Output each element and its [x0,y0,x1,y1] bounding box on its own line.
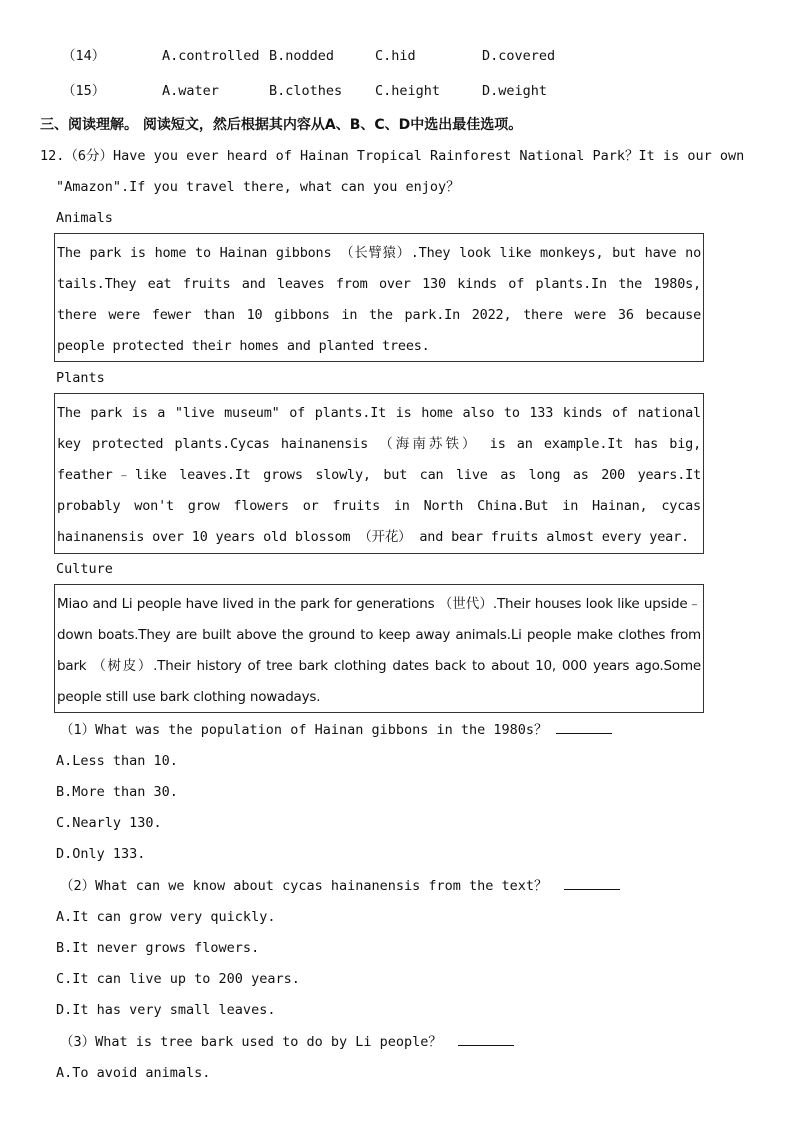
answer-blank-1[interactable] [556,719,612,734]
answer-blank-2[interactable] [564,875,620,890]
sub-question-2-stem: （2）What can we know about cycas hainanensis from the text？ [60,878,548,894]
sub-question-1-option-d: D.Only 133. [56,846,146,862]
section-label-plants: Plants [56,370,105,386]
sub-question-3 [60,1031,514,1052]
passage-text-plants: The park is a "live museum" of plants.It is home also to 133 kinds of national key protected plants.Cycas hainanensis （海南苏铁） is an example.It has big, feather﹣like leaves.It grows slowly, but can live as long as 200 years.It probably won't grow flowers or fruits in North China.But in Hainan, cycas hainanensis over 10 years old blossom （开花） and bear fruits almost every year. [57,405,701,545]
question-intro-line1: 12.（6分）Have you ever heard of Hainan Tropical Rainforest National Park？It is our own [40,148,745,164]
sub-question-2-option-d: D.It has very small leaves. [56,1002,276,1018]
answer-blank-3[interactable] [458,1031,514,1046]
section-heading: 三、阅读理解。 阅读短文，然后根据其内容从A、B、C、D中选出最佳选项。 [40,117,523,133]
sub-question-1-option-b: B.More than 30. [56,784,178,800]
passage-text-culture: Miao and Li people have lived in the park for generations （世代）.Their houses look like upside﹣down boats.They are built above the ground to keep away animals.Li people make clothes from bark （树皮）.Their history of tree bark clothing dates back to about 10, 000 years ago.Some people still use bark clothing nowadays. [57,596,701,705]
option-b: B.clothes [269,83,343,99]
sub-question-1-option-c: C.Nearly 130. [56,815,162,831]
sub-question-2-option-b: B.It never grows flowers. [56,940,260,956]
question-number: （15） [62,83,106,99]
option-c: C.height [375,83,441,99]
option-a: A.controlled [162,48,260,64]
passage-text-animals: The park is home to Hainan gibbons （长臂猿）.They look like monkeys, but have no tails.They eat fruits and leaves from over 130 kinds of plants.In the 1980s, there were fewer than 10 gibbons in the park.In 2022, there were 36 because people protected their homes and planted trees. [57,245,701,354]
sub-question-2 [60,875,620,896]
sub-question-2-option-c: C.It can live up to 200 years. [56,971,300,987]
sub-question-3-stem: （3）What is tree bark used to do by Li people？ [60,1034,442,1050]
option-d: D.covered [482,48,556,64]
question-intro-line2: "Amazon".If you travel there, what can you enjoy？ [56,179,460,195]
option-a: A.water [162,83,219,99]
sub-question-1-stem: （1）What was the population of Hainan gibbons in the 1980s？ [60,722,548,738]
sub-question-1 [60,719,612,740]
sub-question-2-option-a: A.It can grow very quickly. [56,909,276,925]
option-d: D.weight [482,83,548,99]
option-b: B.nodded [269,48,335,64]
option-c: C.hid [375,48,416,64]
question-number: （14） [62,48,106,64]
passage-box-plants [54,393,704,554]
passage-box-culture [54,584,704,713]
section-label-animals: Animals [56,210,113,226]
sub-question-1-option-a: A.Less than 10. [56,753,178,769]
sub-question-3-option-a: A.To avoid animals. [56,1065,211,1081]
section-label-culture: Culture [56,561,113,577]
passage-box-animals [54,233,704,362]
